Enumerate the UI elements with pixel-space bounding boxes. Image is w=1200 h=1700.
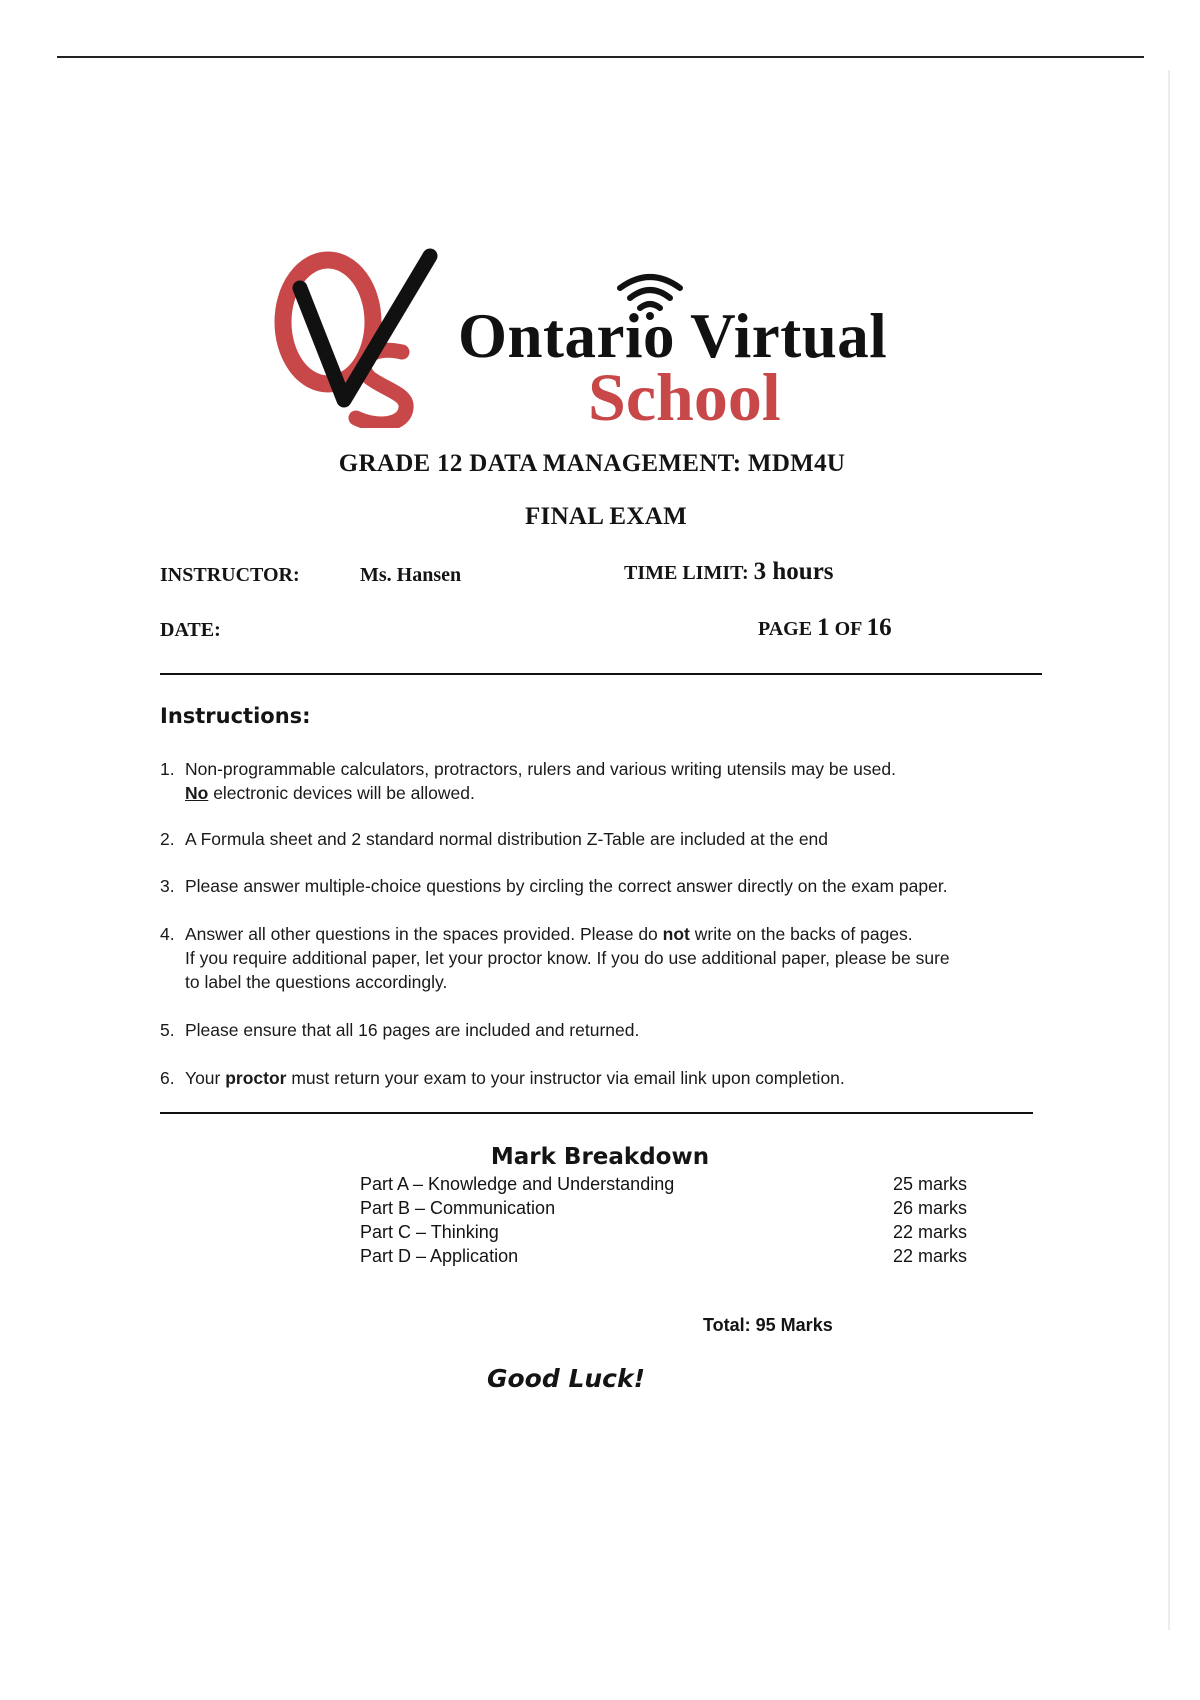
page-number: 1 (817, 614, 830, 641)
breakdown-marks: 22 marks (893, 1246, 968, 1266)
breakdown-part: Part C – Thinking (360, 1222, 499, 1242)
instruction-line: Non-programmable calculators, protractors, rulers and various writing utensils may be used. (185, 759, 896, 779)
instruction-line: to label the questions accordingly. (185, 972, 448, 992)
instruction-line-end: write on the backs of pages. (689, 924, 913, 944)
emphasis-proctor: proctor (225, 1068, 287, 1088)
instruction-item (160, 1018, 1060, 1042)
good-luck-message: Good Luck! (486, 1364, 646, 1393)
time-limit (624, 558, 834, 586)
breakdown-part: Part B – Communication (360, 1198, 556, 1218)
breakdown-marks: 26 marks (893, 1198, 968, 1218)
top-rule (57, 56, 1144, 58)
instructions-title: Instructions: (160, 704, 311, 728)
instruction-text (185, 922, 1060, 994)
instruction-text: Please answer multiple-choice questions by circling the correct answer directly on the exam paper. (185, 876, 948, 896)
page-indicator (758, 614, 892, 642)
total-marks: Total: 95 Marks (703, 1315, 833, 1335)
breakdown-marks: 22 marks (893, 1222, 968, 1242)
instruction-number: 2. (160, 829, 175, 849)
breakdown-part: Part D – Application (360, 1246, 519, 1266)
divider (160, 1112, 1033, 1114)
instruction-text: A Formula sheet and 2 standard normal distribution Z-Table are included at the end (185, 829, 829, 849)
emphasis-no: No (185, 783, 209, 803)
time-limit-label: TIME LIMIT: (624, 562, 749, 584)
mark-breakdown-title: Mark Breakdown (490, 1144, 710, 1170)
instruction-line (185, 781, 1060, 805)
instructor-name: Ms. Hansen (360, 564, 462, 586)
instruction-text: Please ensure that all 16 pages are included and returned. (185, 1020, 640, 1040)
logo-text-ontario-virtual: Ontario Virtual (458, 301, 888, 371)
page-of: OF (834, 618, 862, 640)
divider (160, 673, 1042, 675)
instruction-item (160, 1066, 1060, 1090)
course-title: GRADE 12 DATA MANAGEMENT: MDM4U (338, 450, 846, 477)
instruction-number: 3. (160, 876, 175, 896)
instruction-number: 1. (160, 759, 175, 779)
instruction-text (185, 757, 1060, 805)
exam-title: FINAL EXAM (524, 503, 688, 530)
instruction-line: If you require additional paper, let your proctor know. If you do use additional paper, please be sure (185, 948, 950, 968)
page-total: 16 (866, 614, 892, 641)
breakdown-part: Part A – Knowledge and Understanding (360, 1174, 675, 1194)
breakdown-marks: 25 marks (893, 1174, 968, 1194)
instruction-line-start: Your (185, 1068, 226, 1088)
emphasis-not: not (662, 924, 690, 944)
instruction-line (185, 922, 1060, 946)
instruction-number: 5. (160, 1020, 175, 1040)
instruction-item (160, 827, 1060, 851)
instruction-line-rest: electronic devices will be allowed. (208, 783, 475, 803)
instructor-label: INSTRUCTOR: (160, 564, 300, 586)
page-label: PAGE (758, 618, 813, 640)
time-limit-value: 3 hours (753, 558, 834, 585)
instruction-item (160, 757, 1060, 805)
instruction-text (185, 1066, 1060, 1090)
instruction-number: 4. (160, 924, 175, 944)
instruction-line-start: Answer all other questions in the spaces provided. Please do (185, 924, 663, 944)
instruction-number: 6. (160, 1068, 175, 1088)
instruction-item (160, 874, 1060, 898)
instruction-line-end: must return your exam to your instructor via email link upon completion. (286, 1068, 845, 1088)
vs-monogram-icon (270, 248, 440, 428)
scan-edge (1168, 70, 1170, 1630)
date-label: DATE: (160, 619, 221, 641)
instruction-item (160, 922, 1060, 994)
logo-text-school: School (588, 359, 781, 435)
